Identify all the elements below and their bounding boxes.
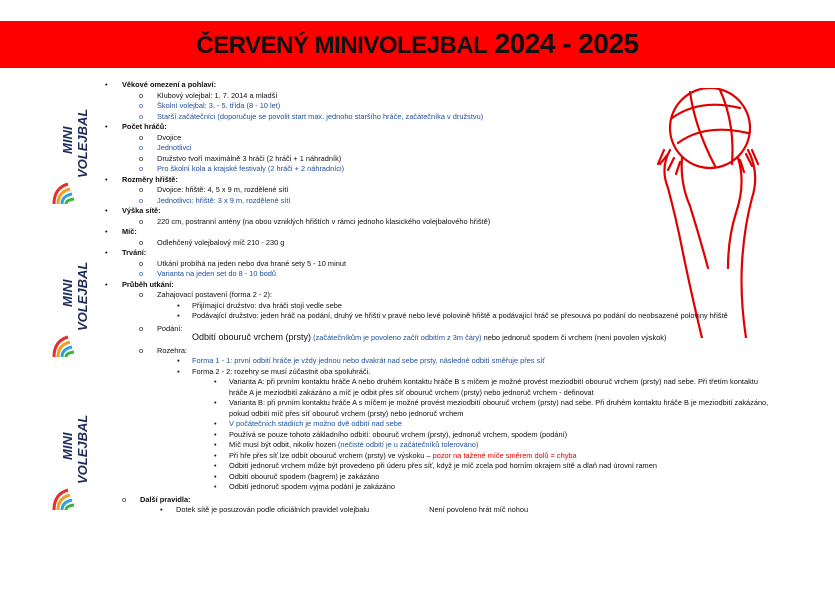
list-item: Utkání probíhá na jeden nebo dva hrané sety 5 - 10 minut	[157, 258, 346, 268]
section-net: • Výška sítě:	[105, 206, 161, 215]
list-item: Starší začátečníci (doporučuje se povolit start max. jednoho staršího hráče, začátečníka v družstvu)	[157, 111, 484, 121]
list-item: Jednotlivci: hřiště: 3 x 9 m, rozdělené sítí	[157, 195, 291, 205]
logo-volejbal: VOLEJBAL	[75, 108, 90, 178]
list-item: V počátečních stádiích je možno dvě odbití nad sebe	[229, 419, 402, 428]
list-item: Rozehra:	[157, 345, 187, 355]
list-item: Míč musí být odbit, nikoliv hozen	[229, 440, 336, 449]
list-item: Varianta A: při prvním kontaktu hráče A nebo druhém kontaktu hráče B s míčem je možné provést meziodbití obouruč vrchem (prsty) nad sebe. Při třetím kontaktu hráče A je meziodbití zakázáno a míč je odbit přes síť obouruč vrchem (prsty) nebo jednoruč vrchem - definovat	[229, 377, 758, 397]
logo-volejbal: VOLEJBAL	[75, 414, 90, 484]
list-item: Dotek sítě je posuzován podle oficiálních pravidel volejbalu	[176, 505, 370, 514]
list-item: Forma 2 - 2: rozehry se musí zúčastnit oba spoluhráči.	[192, 366, 371, 376]
title-part2: 2024 - 2025	[494, 28, 639, 59]
list-item: Podání:	[157, 323, 183, 333]
logo-mini: MINI	[60, 279, 75, 307]
list-item: Při hře přes síť lze odbít obouruč vrchem (prsty) ve výskoku –	[229, 450, 431, 460]
list-item: Odbití jednoruč vrchem může být provedeno při úderu přes síť, když je míč zcela pod horním okrajem sítě a dlaň nad úrovní ramen	[229, 461, 657, 470]
list-item: Klubový volejbal: 1. 7. 2014 a mladší	[157, 90, 278, 100]
list-item: Přijímající družstvo: dva hráči stojí vedle sebe	[192, 300, 342, 310]
section-duration: • Trvání:	[105, 248, 147, 257]
list-item: Odlehčený volejbalový míč 210 - 230 g	[157, 237, 285, 247]
list-item: Varianta na jeden set do 8 - 10 bodů	[157, 269, 277, 278]
minivolejbal-logo	[50, 398, 92, 516]
logo-volejbal: VOLEJBAL	[75, 261, 90, 331]
section-other: Další pravidla:	[140, 494, 191, 504]
list-item: Školní volejbal: 3. - 5. třída (8 - 10 let)	[157, 101, 281, 110]
list-item: Družstvo tvoří maximálně 3 hráči (2 hráči + 1 náhradník)	[157, 153, 342, 163]
list-item: Odbití jednoruč spodem vyjma podání je zakázáno	[229, 482, 395, 491]
section-age: • Věkové omezení a pohlaví:	[105, 80, 217, 89]
list-item: Dvojice: hřiště: 4, 5 x 9 m, rozdělené sítí	[157, 185, 289, 194]
logo-stripes-icon	[54, 184, 74, 204]
serve-text: Odbití obouruč vrchem (prsty)	[192, 332, 312, 342]
list-item: Odbití obouruč spodem (bagrem) je zakázáno	[229, 471, 380, 481]
section-court: • Rozměry hřiště:	[105, 174, 178, 184]
list-item: Pro školní kola a krajské festivaly (2 hráči + 2 náhradníci)	[157, 164, 345, 173]
page-title	[0, 28, 835, 60]
rules-content: • Věkové omezení a pohlaví: o Klubový volejbal: 1. 7. 2014 a mladší o Školní volejbal: 3. - 5. třída (8 - 10 let) o Starší začátečníci (doporučuje se povolit start max. jednoho staršího hráče, začátečníka v družstvu) • Počet hráčů: o Dvojice o Jednotlivci o Družstvo tvoří maximálně 3 hráči (2 hráči + 1 náhradník) o Pro školní kola a krajské festivaly (2 hráči + 2 náhradníci) • Rozměry hřiště: o Dvojice: hřiště: 4, 5 x 9 m, rozdělené sítí o Jednotlivci: hřiště: 3 x 9 m, rozdělené sítí • Výška sítě: o 220 cm, postranní antény (na obou vzniklých hřištích v rámci jednoho klasického volejbalového hřiště) • Míč: o Odlehčený volejbalový míč 210 - 230 g • Trvání: o Utkání probíhá na jeden nebo dva hrané sety 5 - 10 minut o Varianta na jeden set do 8 - 10 bodů • Průběh utkání: o Zahajovací postavení (forma 2 - 2): ▪ Přijímající družstvo: dva hráči stojí vedle sebe ▪ Podávající družstvo: jeden hráč na podání, druhý ve hřišti v pravé nebo levé polovině hřiště a podávající hráč se přesouvá po podání do neobsazené poloviny hřiště o Podání: Odbití obouruč vrchem (prsty) (začátečníkům je povoleno začít odbitím z 3m čáry) nebo jednoruč spodem či vrchem (není povolen výskok) o Rozehra: ▪ Forma 1 - 1: první odbití hráče je vždy jednou nebo dvakrát nad sebe prsty, následné odbití směřuje přes síť ▪ Forma 2 - 2: rozehry se musí zúčastnit oba spoluhráči. • Varianta A: při prvním kontaktu hráče A nebo druhém kontaktu hráče B s míčem je možné provést meziodbití obouruč vrchem (prsty) nad sebe. Při třetím kontaktu hráče A je meziodbití zakázáno a míč je odbit přes síť obouruč vrchem (prsty) nebo jednoruč vrchem - definovat • Varianta B: při prvním kontaktu hráče A s míčem je možné provést meziodbití obouruč vrchem (prsty) nad sebe. Při druhém kontaktu hráče B je meziodbití zakázáno, pokud odbití míč přes síť obouruč vrchem (prsty) nebo jednoruč vrchem • V počátečních stádiích je možno dvě odbití nad sebe • Používá se pouze tohoto základního odbití: obouruč vrchem (prsty), jednoruč vrchem, spodem (podání) • Míč musí být odbit, nikoliv hozen (nečisté odbití je u začátečníků tolerováno) • Při hře přes síť lze odbít obouruč vrchem (prsty) ve výskoku – pozor na tažené míče směrem dolů = chyba • Odbití jednoruč vrchem může být provedeno při úderu přes síť, když je míč zcela pod horním okrajem sítě a dlaň nad úrovní ramen • Odbití obouruč spodem (bagrem) je zakázáno • Odbití jednoruč spodem vyjma podání je zakázáno o Další pravidla: ▪ Dotek sítě je posuzován podle oficiálních pravidel volejbalu Není povoleno hrát míč nohou	[102, 80, 782, 516]
minivolejbal-logo	[50, 92, 92, 210]
list-item: Zahajovací postavení (forma 2 - 2):	[157, 290, 273, 299]
list-item: Jednotlivci	[157, 143, 192, 152]
logo-stripes-icon	[54, 337, 74, 357]
list-item: Dvojice	[157, 132, 182, 142]
list-item: Forma 1 - 1: první odbití hráče je vždy jednou nebo dvakrát nad sebe prsty, následné odbití směřuje přes síť	[192, 356, 546, 365]
logo-stripes-icon	[54, 490, 74, 510]
list-item: 220 cm, postranní antény (na obou vzniklých hřištích v rámci jednoho klasického volejbalového hřiště)	[157, 216, 491, 226]
section-match: • Průběh utkání:	[105, 279, 174, 289]
title-part1: ČERVENÝ MINIVOLEJBAL	[196, 32, 488, 59]
minivolejbal-logo	[50, 245, 92, 363]
logo-mini: MINI	[60, 432, 75, 460]
list-item: Varianta B: při prvním kontaktu hráče A s míčem je možné provést meziodbití obouruč vrchem (prsty) nad sebe. Při druhém kontaktu hráče B je meziodbití zakázáno, pokud odbití míč přes síť obouruč vrchem (prsty) nebo jednoruč vrchem	[229, 398, 769, 418]
list-item: Není povoleno hrát míč nohou	[429, 505, 529, 514]
list-item: Podávající družstvo: jeden hráč na podání, druhý ve hřišti v pravé nebo levé polovině hřiště a podávající hráč se přesouvá po podání do neobsazené poloviny hřiště	[192, 311, 728, 320]
section-players: • Počet hráčů:	[105, 122, 167, 131]
logo-mini: MINI	[60, 126, 75, 154]
list-item: Používá se pouze tohoto základního odbití: obouruč vrchem (prsty), jednoruč vrchem, spodem (podání)	[229, 429, 568, 439]
section-ball: • Míč:	[105, 227, 137, 236]
